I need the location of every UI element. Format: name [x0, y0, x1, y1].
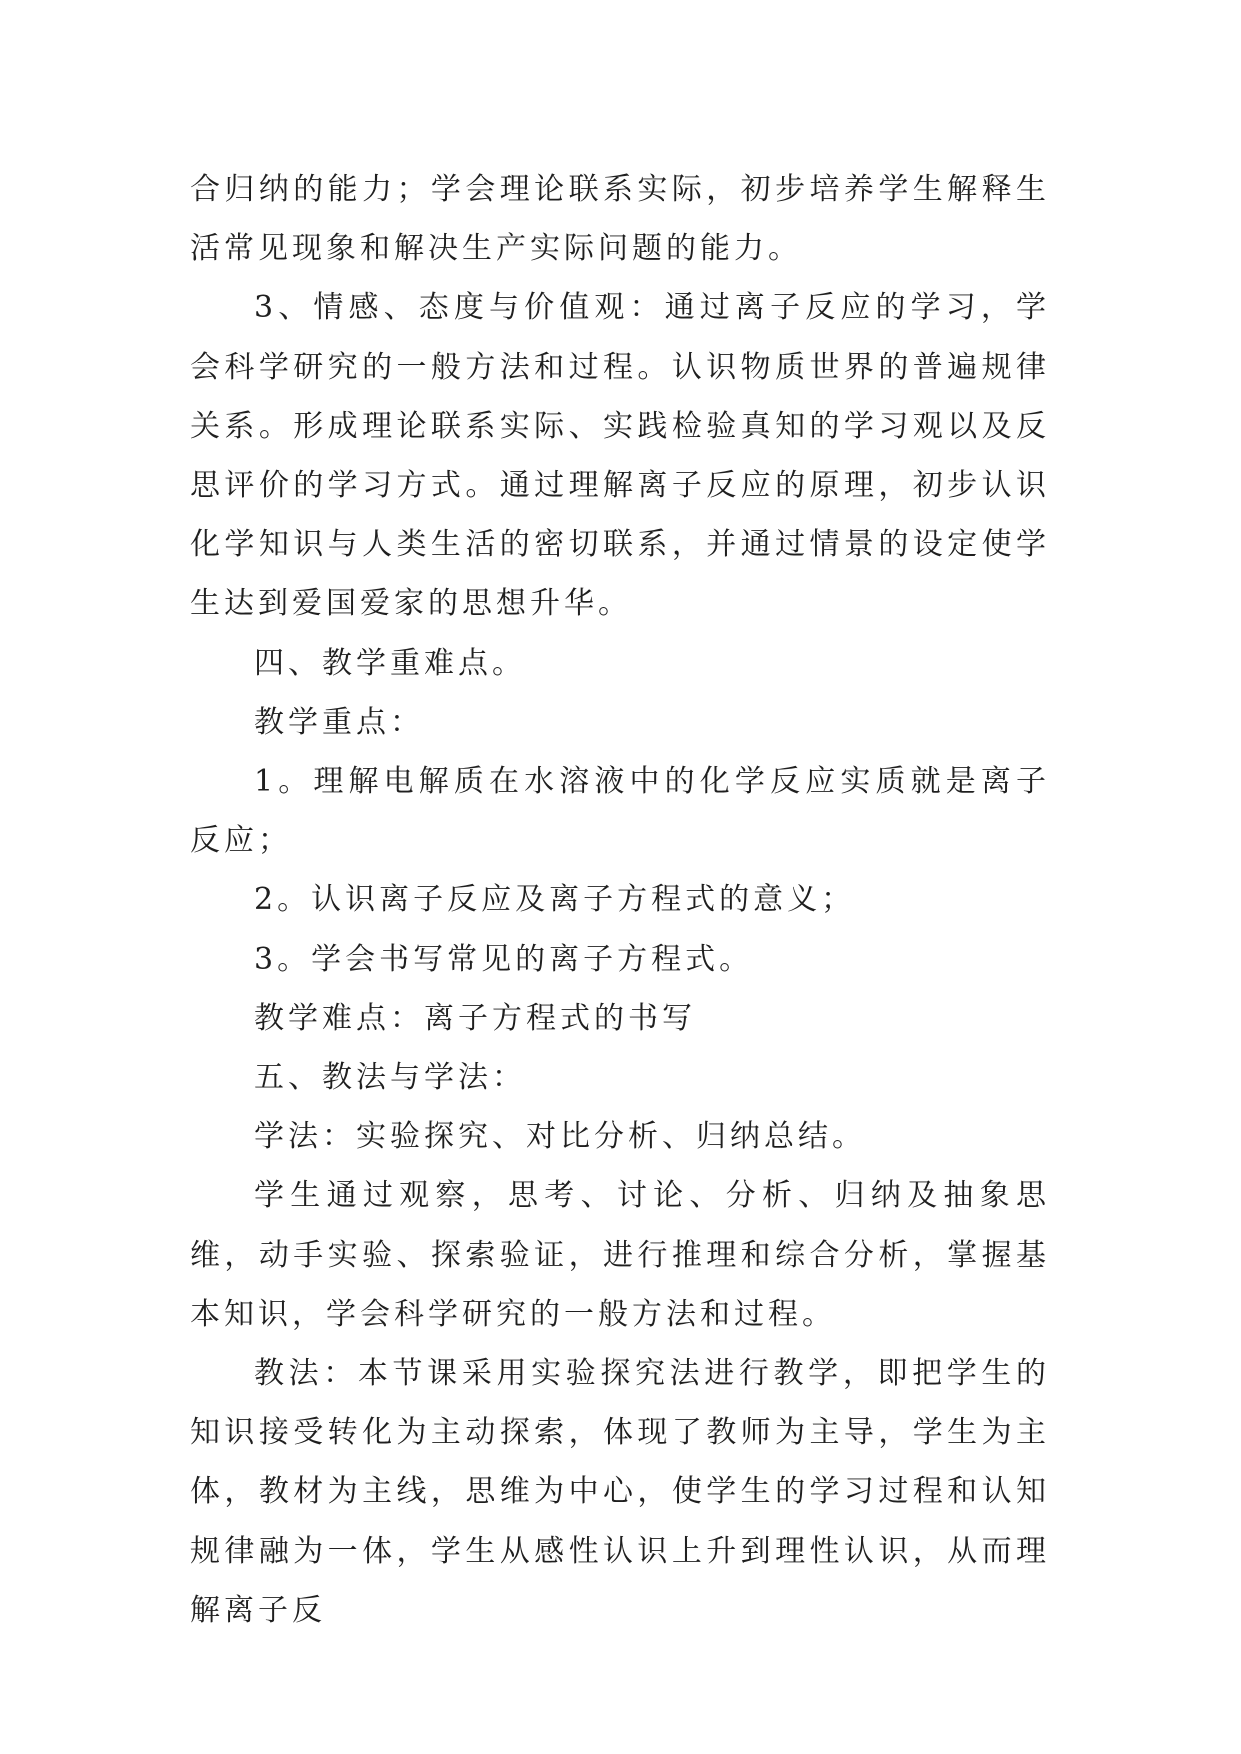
section-heading-key-difficulties: 四、教学重难点。 [254, 645, 526, 681]
key-point-item: 3。学会书写常见的离子方程式。 [254, 941, 754, 977]
paragraph-teaching-method: 教法：本节课采用实验探究法进行教学，即把学生的知识接受转化为主动探索，体现了教师为主导，学生为主体，教材为主线，思维为中心，使学生的学习过程和认知规律融为一体，学生从感性认识上升到理性认识，从而理解离子反 [190, 1356, 1050, 1628]
difficulty-point: 教学难点：离子方程式的书写 [254, 1000, 696, 1036]
key-point-item: 1。理解电解质在水溶液中的化学反应实质就是离子反应； [190, 764, 1050, 859]
paragraph-emotion-goal: 3、情感、态度与价值观：通过离子反应的学习，学会科学研究的一般方法和过程。认识物质世界的普遍规律关系。形成理论联系实际、实践检验真知的学习观以及反思评价的学习方式。通过理解离子反应的原理，初步认识化学知识与人类生活的密切联系，并通过情景的设定使学生达到爱国爱家的思想升华。 [190, 290, 1050, 622]
section-heading-methods: 五、教法与学法： [254, 1060, 526, 1096]
learning-method: 学法：实验探究、对比分析、归纳总结。 [254, 1119, 866, 1155]
paragraph-student-process: 学生通过观察，思考、讨论、分析、归纳及抽象思维，动手实验、探索验证，进行推理和综合分析，掌握基本知识，学会科学研究的一般方法和过程。 [190, 1178, 1050, 1332]
paragraph-continuation: 合归纳的能力；学会理论联系实际，初步培养学生解释生活常见现象和解决生产实际问题的能力。 [190, 172, 1050, 267]
key-point-item: 2。认识离子反应及离子方程式的意义； [254, 882, 856, 918]
document-body [190, 160, 1050, 1640]
key-points-label: 教学重点： [254, 704, 424, 740]
